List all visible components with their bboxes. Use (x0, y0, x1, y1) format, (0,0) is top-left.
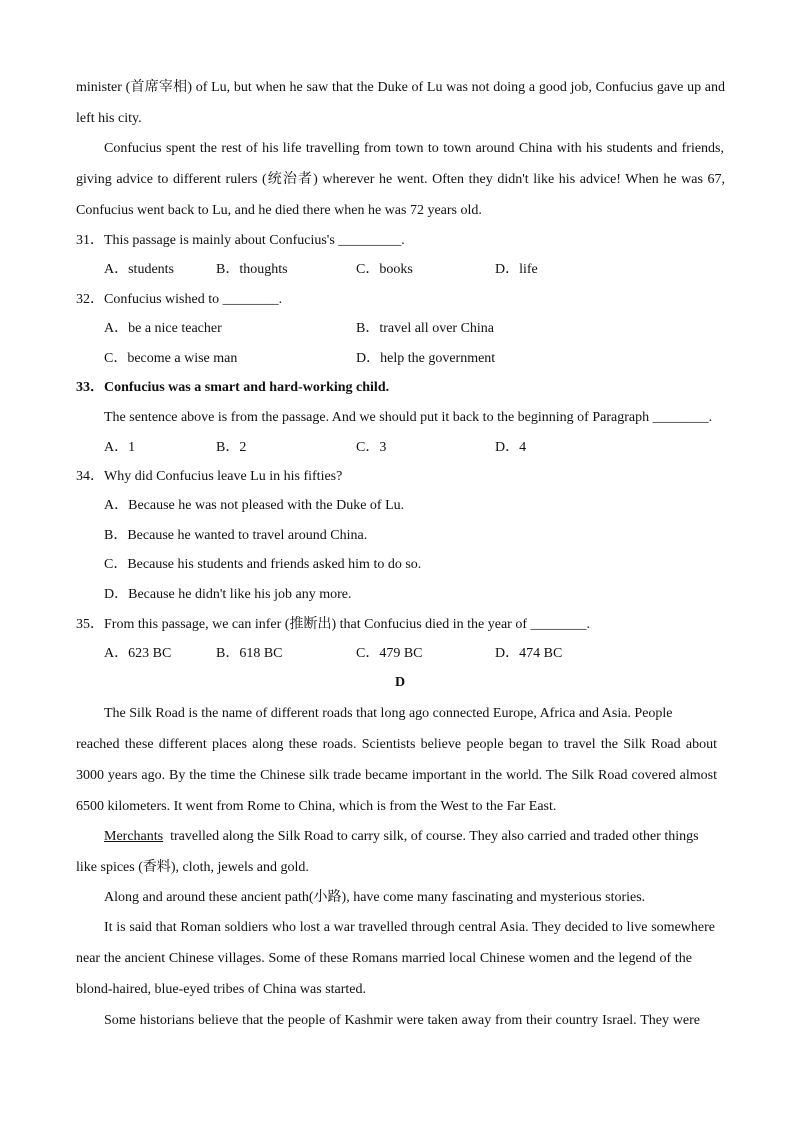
passage-d-p5-line1: Some historians believe that the people of Kashmir were taken away from their country Israel. They were (104, 1013, 700, 1028)
question-34-option-c[interactable]: C．Because his students and friends asked him to do so. (104, 557, 422, 572)
passage-d-p1-line2: reached these different places along these roads. Scientists believe people began to travel the Silk Road about (76, 737, 717, 752)
passage-d-p1-line4: 6500 kilometers. It went from Rome to China, which is from the West to the Far East. (76, 799, 557, 814)
question-31-option-d[interactable]: D．life (495, 262, 538, 277)
question-31-stem: 31．This passage is mainly about Confucius's _________. (76, 233, 405, 248)
question-35-option-b[interactable]: B．618 BC (216, 646, 283, 661)
passage-d-p2-line2: like spices (香料), cloth, jewels and gold. (76, 860, 309, 875)
passage-d-p4-line2: near the ancient Chinese villages. Some of these Romans married local Chinese women and the legend of the (76, 951, 692, 966)
question-34-option-d[interactable]: D．Because he didn't like his job any more. (104, 587, 352, 602)
question-34-option-a[interactable]: A．Because he was not pleased with the Duke of Lu. (104, 498, 405, 513)
passage-c-p2-line1: Confucius spent the rest of his life travelling from town to town around China with his students and friends, (104, 141, 724, 156)
question-31-option-b[interactable]: B．thoughts (216, 262, 288, 277)
passage-d-p3: Along and around these ancient path(小路), have come many fascinating and mysterious stories. (104, 890, 646, 905)
question-34-stem: 34．Why did Confucius leave Lu in his fifties? (76, 469, 343, 484)
passage-d-p1-line1: The Silk Road is the name of different roads that long ago connected Europe, Africa and Asia. People (104, 706, 673, 721)
question-31-option-c[interactable]: C．books (356, 262, 413, 277)
question-34-option-b[interactable]: B．Because he wanted to travel around China. (104, 528, 368, 543)
question-31-option-a[interactable]: A．students (104, 262, 174, 277)
passage-c-p2-line3: Confucius went back to Lu, and he died there when he was 72 years old. (76, 203, 482, 218)
merchants-underlined-word: Merchants (104, 829, 164, 844)
passage-c-p1-line1: minister (首席宰相) of Lu, but when he saw that the Duke of Lu was not doing a good job, Confucius gave up and (76, 80, 725, 95)
passage-d-p2-line1 (104, 829, 699, 845)
question-33-option-c[interactable]: C．3 (356, 440, 387, 455)
question-35-option-c[interactable]: C．479 BC (356, 646, 423, 661)
question-33-option-a[interactable]: A．1 (104, 440, 136, 455)
passage-d-p1-line3: 3000 years ago. By the time the Chinese silk trade became important in the world. The Silk Road covered almost (76, 768, 717, 783)
question-32-option-b[interactable]: B．travel all over China (356, 321, 495, 336)
question-32-stem: 32．Confucius wished to ________. (76, 292, 283, 307)
question-32-option-c[interactable]: C．become a wise man (104, 351, 238, 366)
passage-d-p4-line3: blond-haired, blue-eyed tribes of China was started. (76, 982, 367, 997)
passage-d-heading: D (394, 675, 406, 690)
passage-c-p2-line2: giving advice to different rulers (统治者) wherever he went. Often they didn't like his advice! When he was 67, (76, 172, 725, 187)
question-35-stem: 35．From this passage, we can infer (推断出) that Confucius died in the year of ________. (76, 617, 591, 632)
passage-d-p2-line1-rest: travelled along the Silk Road to carry silk, of course. They also carried and traded other things (163, 829, 699, 844)
question-35-option-d[interactable]: D．474 BC (495, 646, 563, 661)
question-33-note: The sentence above is from the passage. And we should put it back to the beginning of Paragraph ________. (104, 410, 713, 425)
question-33-option-d[interactable]: D．4 (495, 440, 527, 455)
passage-c-p1-line2: left his city. (76, 111, 142, 126)
question-32-option-d[interactable]: D．help the government (356, 351, 496, 366)
question-33-stem: 33．Confucius was a smart and hard-working child. (76, 380, 390, 395)
question-33-option-b[interactable]: B．2 (216, 440, 247, 455)
question-35-option-a[interactable]: A．623 BC (104, 646, 172, 661)
question-32-option-a[interactable]: A．be a nice teacher (104, 321, 222, 336)
passage-d-p4-line1: It is said that Roman soldiers who lost a war travelled through central Asia. They decided to live somewhere (104, 920, 715, 935)
